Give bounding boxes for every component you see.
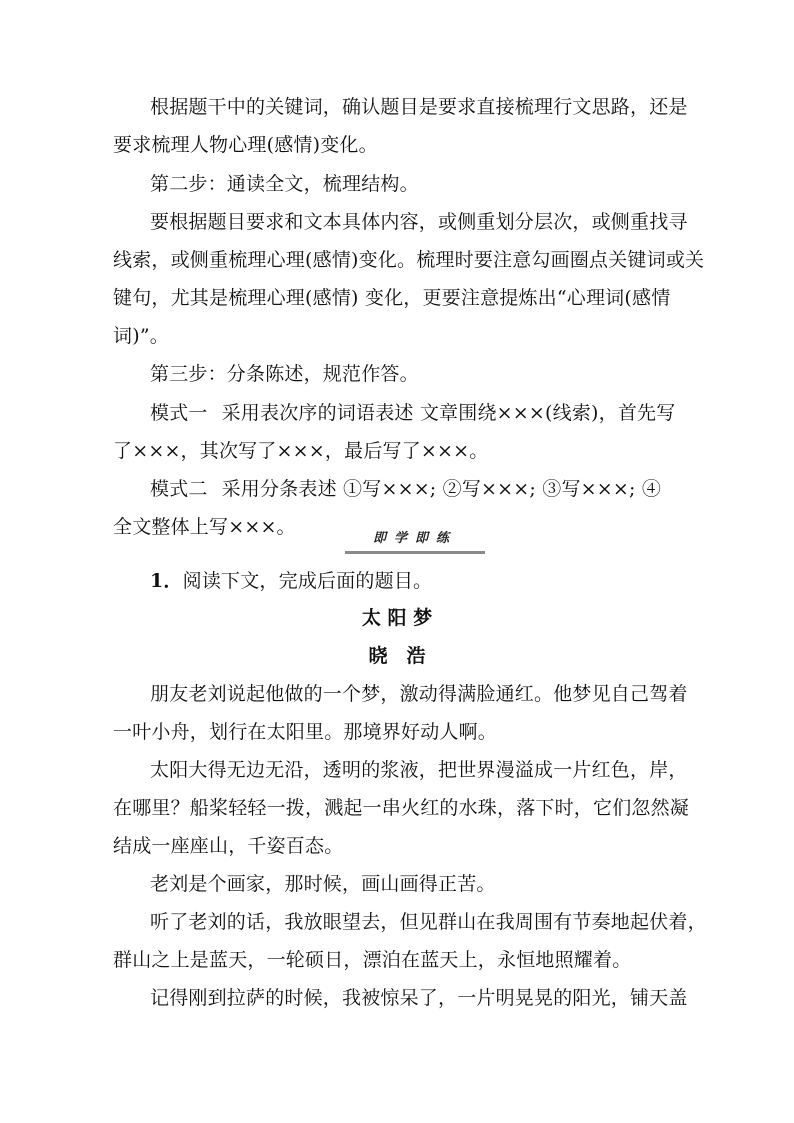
- article-line: 听了老刘的话，我放眼望去，但见群山在我周围有节奏地起伏着，: [150, 911, 707, 933]
- article-line: 结成一座座山，千姿百态。: [113, 835, 344, 857]
- paragraph-line: 要根据题目要求和文本具体内容，或侧重划分层次，或侧重找寻: [150, 211, 688, 233]
- mode-two-text: 采用分条表述 ①写×××; ②写×××; ③写×××; ④: [221, 478, 662, 500]
- article-title: 太 阳 梦: [361, 607, 433, 629]
- mode-one-label: 模式一: [150, 402, 208, 424]
- article-line: 群山之上是蓝天，一轮硕日，漂泊在蓝天上，永恒地照耀着。: [113, 949, 632, 971]
- mode-two-continuation: 全文整体上写×××。: [113, 516, 296, 538]
- step-three-heading: 第三步：分条陈述，规范作答。: [150, 363, 419, 385]
- paragraph-line: 词)”。: [113, 325, 169, 347]
- question-number: 1．: [150, 570, 183, 592]
- paragraph-line: 键句，尤其是梳理心理(感情) 变化，更要注意提炼出“心理词(感情: [113, 287, 671, 309]
- article-line: 在哪里？船桨轻轻一拨，溅起一串火红的水珠，落下时，它们忽然凝: [113, 797, 690, 819]
- article-line: 一叶小舟，划行在太阳里。那境界好动人啊。: [113, 721, 498, 743]
- mode-two-line: [150, 477, 661, 501]
- practice-banner-rule: [345, 551, 485, 554]
- mode-one-text: 采用表次序的词语表述 文章围绕×××(线索)，首先写: [221, 402, 676, 424]
- paragraph-line: 根据题干中的关键词，确认题目是要求直接梳理行文思路，还是: [150, 96, 688, 118]
- practice-banner: [345, 528, 485, 554]
- mode-one-continuation: 了×××，其次写了×××，最后写了×××。: [113, 440, 489, 462]
- paragraph-line: 线索，或侧重梳理心理(感情)变化。梳理时要注意勾画圈点关键词或关: [113, 249, 705, 271]
- article-line: 太阳大得无边无沿，透明的浆液，把世界漫溢成一片红色，岸，: [150, 759, 688, 781]
- mode-two-label: 模式二: [150, 478, 208, 500]
- mode-one-line: [150, 401, 675, 425]
- article-line: 记得刚到拉萨的时候，我被惊呆了，一片明晃晃的阳光，铺天盖: [150, 987, 688, 1009]
- question-line: [150, 569, 432, 593]
- article-line: 老刘是个画家，那时候，画山画得正苦。: [150, 873, 496, 895]
- practice-banner-text: 即学即练: [372, 531, 457, 546]
- paragraph-line: 要求梳理人物心理(感情)变化。: [113, 134, 378, 156]
- question-text: 阅读下文，完成后面的题目。: [182, 570, 433, 592]
- step-two-heading: 第二步：通读全文，梳理结构。: [150, 173, 419, 195]
- article-line: 朋友老刘说起他做的一个梦，激动得满脸通红。他梦见自己驾着: [150, 683, 688, 705]
- article-author: 晓 浩: [368, 645, 426, 667]
